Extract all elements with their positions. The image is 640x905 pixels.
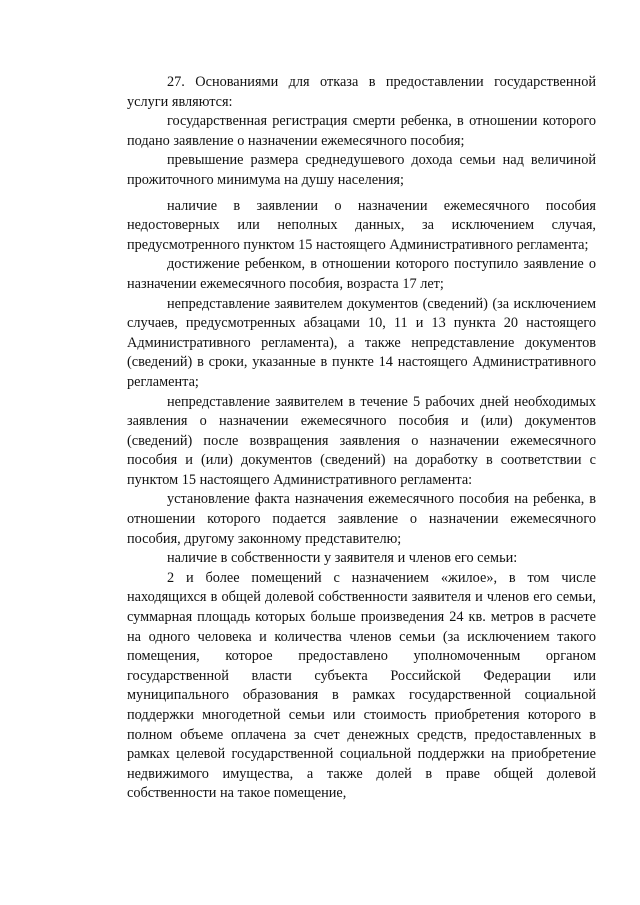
paragraph-missing-documents: непредставление заявителем документов (сведений) (за исключением случаев, предусмотренных абзацами 10, 11 и 13 пункта 20 настоящего Административного регламента), а также непредставление документов (сведений) в сроки, указанные в пункте 14 настоящего Административного регламента; [127,295,596,390]
paragraph-other-representative: установление факта назначения ежемесячного пособия на ребенка, в отношении которого подается заявление о назначении ежемесячного пособия, другому законному представителю; [127,491,596,547]
paragraph-age-17: достижение ребенком, в отношении которого поступило заявление о назначении ежемесячного пособия, возраста 17 лет; [127,256,596,292]
paragraph-residential-premises: 2 и более помещений с назначением «жилое», в том числе находящихся в общей долевой собственности заявителя и членов его семьи, суммарная площадь которых больше произведения 24 кв. метров в расчете на одного человека и количества членов семьи (за исключением такого помещения, которое предоставлено уполномоченным органом государственной власти субъекта Российской Федерации или муниципального образования в рамках государственной социальной поддержки многодетной семьи или стоимость приобретения которого в полном объеме оплачена за счет денежных средств, предоставленных в рамках целевой государственной социальной поддержки на приобретение недвижимого имущества, а также долей в праве общей долевой собственности на такое помещение, [127,569,596,802]
paragraph-false-data: наличие в заявлении о назначении ежемесячного пособия недостоверных или неполных данных, за исключением случая, предусмотренного пунктом 15 настоящего Административного регламента; [127,197,596,253]
paragraph-point-27: 27. Основаниями для отказа в предоставлении государственной услуги являются: [127,74,596,110]
document-body [127,73,596,804]
paragraph-property-ownership: наличие в собственности у заявителя и членов его семьи: [167,550,518,567]
paragraph-income-excess: превышение размера среднедушевого дохода семьи над величиной прожиточного минимума на душу населения; [127,152,596,188]
paragraph-missing-within-5-days: непредставление заявителем в течение 5 рабочих дней необходимых заявления о назначении ежемесячного пособия и (или) документов (сведений) после возвращения заявления о назначении ежемесячного пособия и (или) документов (сведений) на доработку в соответствии с пунктом 15 настоящего Административного регламента: [127,393,596,488]
paragraph-child-death: государственная регистрация смерти ребенка, в отношении которого подано заявление о назначении ежемесячного пособия; [127,113,596,149]
